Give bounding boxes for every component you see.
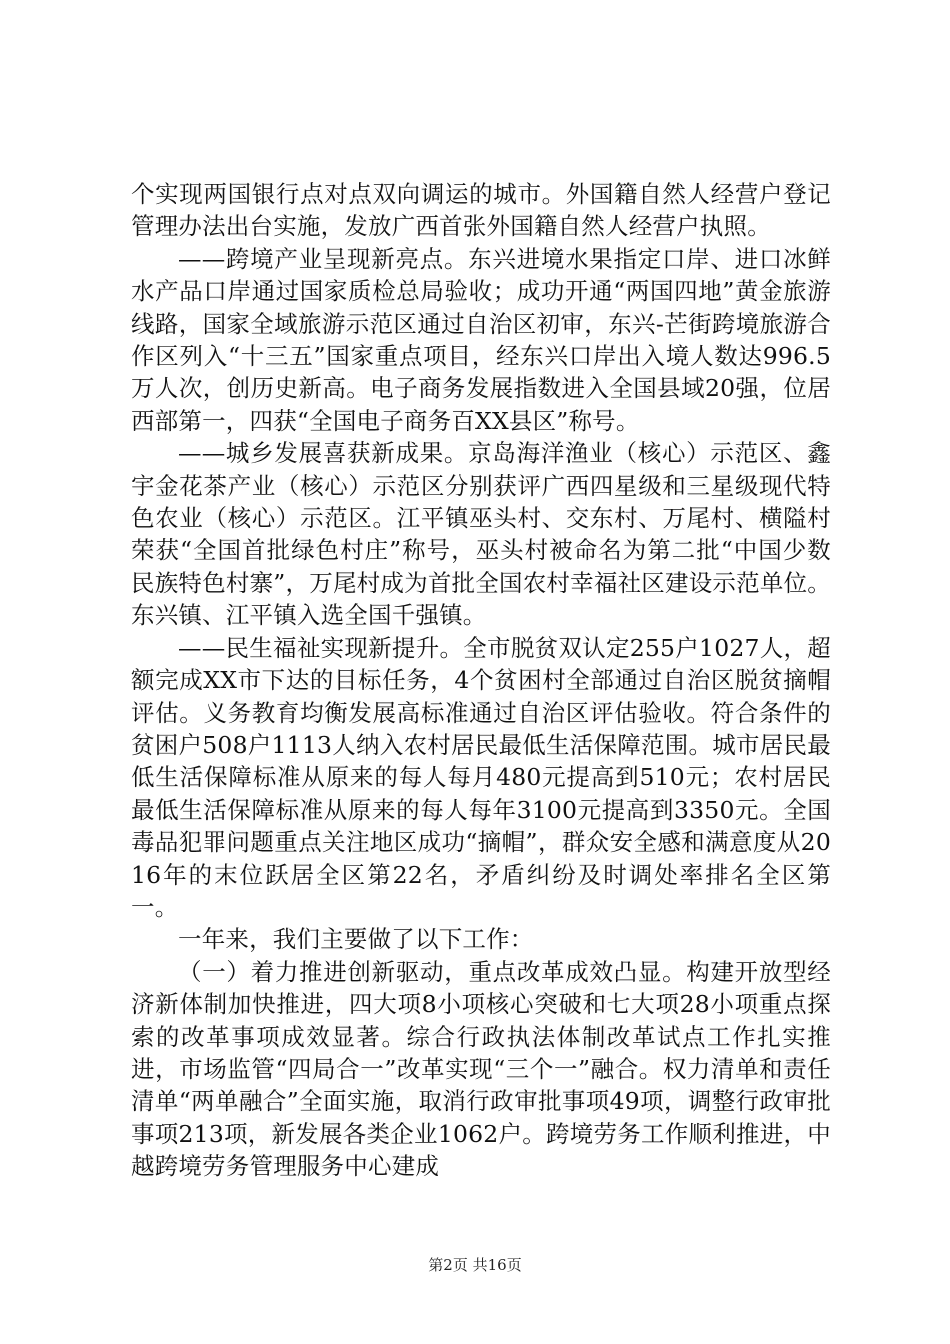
paragraph-cross-border-industry: ——跨境产业呈现新亮点。东兴进境水果指定口岸、进口冰鲜水产品口岸通过国家质检总局验收；成功开通“两国四地”黄金旅游线路，国家全域旅游示范区通过自治区初审，东兴-芒街跨境旅游合作区列入“十三五”国家重点项目，经东兴口岸出入境人数达996.5万人次，创历史新高。电子商务发展指数进入全国县域20强，位居西部第一，四获“全国电子商务百XX县区”称号。 [131,244,831,435]
paragraph-continuation: 个实现两国银行点对点双向调运的城市。外国籍自然人经营户登记管理办法出台实施，发放广西首张外国籍自然人经营户执照。 [131,180,831,241]
document-body [131,178,831,1183]
paragraph-work-intro: 一年来，我们主要做了以下工作： [178,925,534,954]
paragraph-livelihood-welfare: ——民生福祉实现新提升。全市脱贫双认定255户1027人，超额完成XX市下达的目标任务，4个贫困村全部通过自治区脱贫摘帽评估。义务教育均衡发展高标准通过自治区评估验收。符合条件的贫困户508户1113人纳入农村居民最低生活保障范围。城市居民最低生活保障标准从原来的每人每月480元提高到510元；农村居民最低生活保障标准从原来的每人每年3100元提高到3350元。全国毒品犯罪问题重点关注地区成功“摘帽”，群众安全感和满意度从2016年的末位跃居全区第22名，矛盾纠纷及时调处率排名全区第一。 [131,633,831,921]
paragraph-urban-rural-development: ——城乡发展喜获新成果。京岛海洋渔业（核心）示范区、鑫宇金花茶产业（核心）示范区分别获评广西四星级和三星级现代特色农业（核心）示范区。江平镇巫头村、交东村、万尾村、横隘村荣获“全国首批绿色村庄”称号，巫头村被命名为第二批“中国少数民族特色村寨”，万尾村成为首批全国农村幸福社区建设示范单位。东兴镇、江平镇入选全国千强镇。 [131,439,831,630]
page-number-footer: 第2页 共16页 [428,1256,522,1274]
paragraph-innovation-reform: （一）着力推进创新驱动，重点改革成效凸显。构建开放型经济新体制加快推进，四大项8小项核心突破和七大项28小项重点探索的改革事项成效显著。综合行政执法体制改革试点工作扎实推进，市场监管“四局合一”改革实现“三个一”融合。权力清单和责任清单“两单融合”全面实施，取消行政审批事项49项，调整行政审批事项213项，新发展各类企业1062户。跨境劳务工作顺利推进，中越跨境劳务管理服务中心建成 [131,957,831,1181]
